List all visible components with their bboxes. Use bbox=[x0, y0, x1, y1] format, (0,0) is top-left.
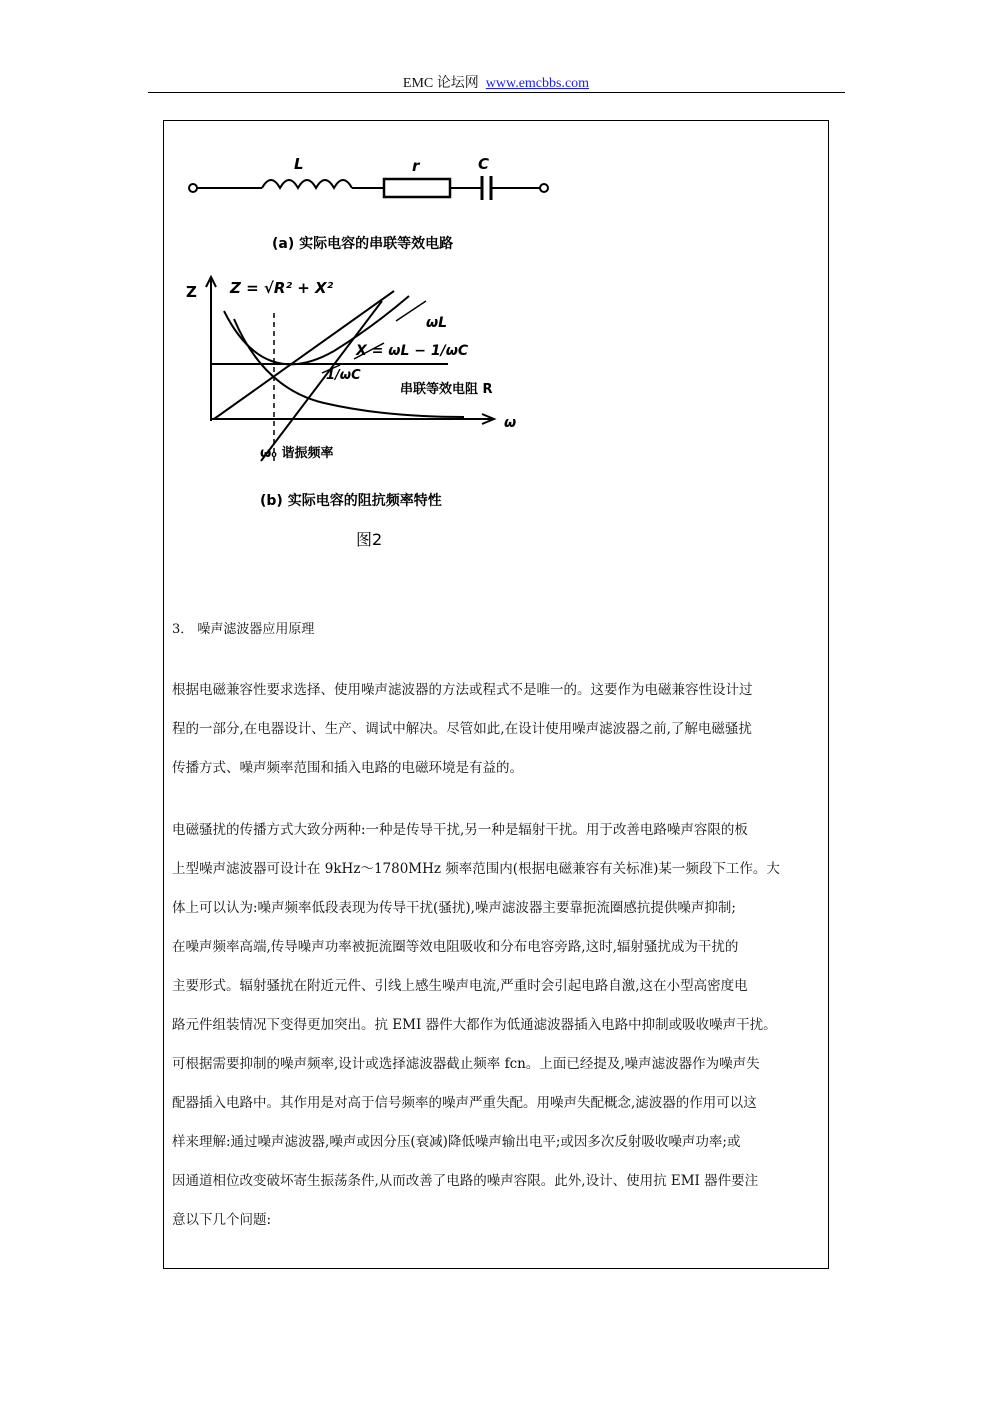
header-site: EMC 论坛网 bbox=[402, 76, 479, 91]
circuit-diagram bbox=[189, 176, 548, 200]
header-rule bbox=[148, 92, 845, 93]
graph-series-r: 串联等效电阻 R bbox=[400, 382, 493, 397]
para2-line: 在噪声频率高端,传导噪声功率被扼流圈等效电阻吸收和分布电容旁路,这时,辐射骚扰成为干扰的 bbox=[172, 939, 739, 955]
graph-x-label: ω bbox=[504, 415, 517, 431]
paragraph-2 bbox=[172, 811, 822, 1240]
label-r: r bbox=[412, 157, 420, 175]
para2-line: 可根据需要抑制的噪声频率,设计或选择滤波器截止频率 fcn。上面已经提及,噪声滤波器作为噪声失 bbox=[172, 1056, 760, 1072]
header-link[interactable]: www.emcbbs.com bbox=[485, 76, 590, 91]
para2-line: 路元件组装情况下变得更加突出。抗 EMI 器件大都作为低通滤波器插入电路中抑制或吸收噪声干扰。 bbox=[172, 1017, 777, 1033]
graph-y-label: Z bbox=[186, 283, 197, 301]
graph-resonance: ω₀ 谐振频率 bbox=[260, 446, 334, 461]
graph-omega-l: ωL bbox=[426, 315, 448, 331]
label-C: C bbox=[478, 155, 490, 173]
caption-b: (b) 实际电容的阻抗频率特性 bbox=[260, 493, 442, 509]
figure-2 bbox=[164, 121, 828, 561]
content-box bbox=[163, 120, 829, 1269]
para2-line: 主要形式。辐射骚扰在附近元件、引线上感生噪声电流,严重时会引起电路自激,这在小型高密度电 bbox=[172, 978, 748, 994]
para1-line: 程的一部分,在电器设计、生产、调试中解决。尽管如此,在设计使用噪声滤波器之前,了解电磁骚扰 bbox=[172, 721, 752, 737]
section-title: 3． 噪声滤波器应用原理 bbox=[172, 622, 315, 637]
page-header bbox=[0, 72, 992, 92]
para2-line: 上型噪声滤波器可设计在 9kHz～1780MHz 频率范围内(根据电磁兼容有关标准)某一频段下工作。大 bbox=[172, 861, 780, 877]
graph-inv-omega-c: 1/ωC bbox=[326, 368, 361, 383]
graph-x-formula: X = ωL − 1/ωC bbox=[356, 343, 469, 359]
paragraph-1 bbox=[172, 671, 822, 788]
para2-line: 意以下几个问题: bbox=[172, 1212, 272, 1228]
figure-title: 图2 bbox=[356, 530, 383, 549]
para1-line: 根据电磁兼容性要求选择、使用噪声滤波器的方法或程式不是唯一的。这要作为电磁兼容性设计过 bbox=[172, 682, 753, 698]
para2-line: 体上可以认为:噪声频率低段表现为传导干扰(骚扰),噪声滤波器主要靠扼流圈感抗提供噪声抑制; bbox=[172, 900, 736, 916]
para2-line: 电磁骚扰的传播方式大致分两种:一种是传导干扰,另一种是辐射干扰。用于改善电路噪声容限的板 bbox=[172, 822, 748, 838]
para2-line: 因通道相位改变破坏寄生振荡条件,从而改善了电路的噪声容限。此外,设计、使用抗 EMI 器件要注 bbox=[172, 1173, 759, 1189]
para2-line: 配器插入电路中。其作用是对高于信号频率的噪声严重失配。用噪声失配概念,滤波器的作用可以这 bbox=[172, 1095, 757, 1111]
label-L: L bbox=[294, 155, 304, 173]
graph-z-formula: Z = √R² + X² bbox=[230, 279, 334, 297]
caption-a: (a) 实际电容的串联等效电路 bbox=[272, 236, 454, 252]
para2-line: 样来理解:通过噪声滤波器,噪声或因分压(衰减)降低噪声输出电平;或因多次反射吸收噪声功率;或 bbox=[172, 1134, 741, 1150]
para1-line: 传播方式、噪声频率范围和插入电路的电磁环境是有益的。 bbox=[172, 760, 523, 776]
